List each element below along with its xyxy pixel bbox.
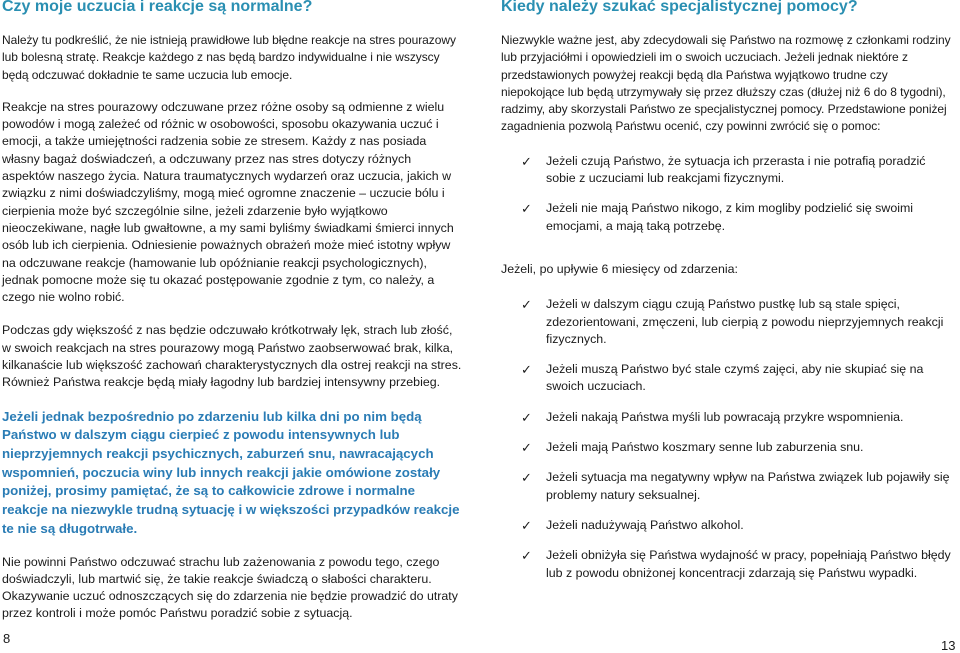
right-heading: Kiedy należy szukać specjalistycznej pomocy? xyxy=(501,0,858,15)
list-item-text: Jeżeli muszą Państwo być stale czymś zajęci, aby nie skupiać się na swoich uczuciach. xyxy=(546,362,924,394)
right-page xyxy=(501,0,953,582)
list-item-text: Jeżeli w dalszym ciągu czują Państwo pustkę lub są stale spięci, zdezorientowani, zmęczeni, lub cierpią z powodu nieprzyjemnych reakcji fizycznych. xyxy=(546,297,944,346)
list-item-text: Jeżeli nakają Państwa myśli lub powracają przykre wspomnienia. xyxy=(546,409,904,424)
left-heading: Czy moje uczucia i reakcje są normalne? xyxy=(2,0,313,15)
list-item xyxy=(501,200,953,235)
list-item-text: Jeżeli mają Państwo koszmary senne lub zaburzenia snu. xyxy=(546,440,864,455)
left-paragraph-1: Należy tu podkreślić, że nie istnieją prawidłowe lub błędne reakcje na stres pourazowy lub bolesną stratę. Reakcje każdego z nas będą bardzo indywidualne i nie wszyscy będą odczuwać dokładnie te same uczucia lub emocje. xyxy=(2,33,456,82)
checkmark-icon: ✓ xyxy=(521,440,532,456)
left-paragraph-3: Podczas gdy większość z nas będzie odczuwało krótkotrwały lęk, strach lub złość, w swoich reakcjach na stres pourazowy mogą Państwo zaobserwować brak, kilka, kilkanaście lub większość zachowań charakterystycznych dla ostrej reakcji na stres. Również Państwa reakcje będą miały łagodny lub bardziej intensywny przebieg. xyxy=(2,323,462,390)
checklist-1 xyxy=(501,153,953,235)
page-number-right: 13 xyxy=(941,638,956,653)
checkmark-icon: ✓ xyxy=(521,409,532,425)
list-item xyxy=(501,361,953,396)
checkmark-icon: ✓ xyxy=(521,153,532,169)
checkmark-icon: ✓ xyxy=(521,362,532,378)
left-page xyxy=(2,0,462,623)
list-item-text: Jeżeli nie mają Państwo nikogo, z kim mogliby podzielić się swoimi emocjami, a mają taką potrzebę. xyxy=(546,201,914,233)
left-paragraph-4-emphasis: Jeżeli jednak bezpośrednio po zdarzeniu lub kilka dni po nim będą Państwo w dalszym ciągu cierpieć z powodu intensywnych lub nieprzyjemnych reakcji psychicznych, zaburzeń snu, nawracających wspomnień, poczucia winy lub innych reakcji jakie omówione zostały poniżej, prosimy pamiętać, że są to całkowicie zdrowe i normalne reakcje na niezwykle trudną sytuację i w większości przypadków reakcje te nie są długotrwałe. xyxy=(2,408,460,536)
left-paragraph-2: Reakcje na stres pourazowy odczuwane przez różne osoby są odmienne z wielu powodów i mogą zależeć od różnic w osobowości, sposobu okazywania uczuć i emocji, a także umiejętności radzenia sobie ze stresem. Każdy z nas posiada własny bagaż doświadczeń, a odczuwany przez nas stres dotyczy różnych aspektów naszego życia. Natura traumatycznych wydarzeń oraz uczucia, jakich w związku z nimi doświadczyliśmy, mogą mieć ogromne znaczenie – uczucie bólu i cierpienia może być szczególnie silne, jeżeli zdarzenie było wyjątkowo nieoczekiwane, nagłe lub gwałtowne, a my sami byliśmy świadkami śmierci innych osób lub ich cierpienia. Odniesienie poważnych obrażeń może mieć istotny wpływ na odczuwane reakcje (hamowanie lub opóźnianie reakcji psychologicznych), jednak pomocne może się tu okazać postępowanie zgodnie z tym, co należy, a czego nie wolno robić. xyxy=(2,99,454,305)
right-mid-paragraph: Jeżeli, po upływie 6 miesięcy od zdarzenia: xyxy=(501,261,738,276)
list-item-text: Jeżeli nadużywają Państwo alkohol. xyxy=(546,517,744,532)
list-item xyxy=(501,153,953,188)
checklist-2 xyxy=(501,296,953,582)
checkmark-icon: ✓ xyxy=(521,548,532,564)
list-item xyxy=(501,517,953,534)
list-item xyxy=(501,409,953,426)
checkmark-icon: ✓ xyxy=(521,201,532,217)
list-item xyxy=(501,439,953,456)
list-item-text: Jeżeli obniżyła się Państwa wydajność w pracy, popełniają Państwo błędy lub z powodu obniżonej koncentracji zdarzają się Państwu wypadki. xyxy=(546,548,951,580)
checkmark-icon: ✓ xyxy=(521,517,532,533)
list-item-text: Jeżeli sytuacja ma negatywny wpływ na Państwa związek lub pojawiły się problemy natury seksualnej. xyxy=(546,470,950,502)
list-item xyxy=(501,296,953,348)
left-paragraph-5: Nie powinni Państwo odczuwać strachu lub zażenowania z powodu tego, czego doświadczyli, lub martwić się, że takie reakcje świadczą o słabości charakteru. Okazywanie uczuć odnoszczących się do zdarzenia nie będzie prowadzić do utraty przez kontroli i może pomóc Państwu poradzić sobie z sytuacją. xyxy=(2,554,458,621)
checkmark-icon: ✓ xyxy=(521,297,532,313)
right-intro-paragraph: Niezwykle ważne jest, aby zdecydowali się Państwo na rozmowę z członkami rodziny lub przyjaciółmi i opowiedzieli im o swoich uczuciach. Jeżeli jednak niektóre z przedstawionych powyżej reakcji będą dla Państwa wyjątkowo trudne czy niepokojące lub będą utrzymywały się przez dłuższy czas (dłużej niż 6 do 8 tygodni), radzimy, aby skorzystali Państwo ze specjalistycznej pomocy. Przedstawione poniżej zagadnienia pozwolą Państwu ocenić, czy powinni zwrócić się o pomoc: xyxy=(501,33,951,134)
page-number-left: 8 xyxy=(3,631,11,646)
list-item xyxy=(501,547,953,582)
list-item-text: Jeżeli czują Państwo, że sytuacja ich przerasta i nie potrafią poradzić sobie z uczuciami lub reakcjami fizycznymi. xyxy=(546,153,926,186)
list-item xyxy=(501,469,953,504)
checkmark-icon: ✓ xyxy=(521,470,532,486)
